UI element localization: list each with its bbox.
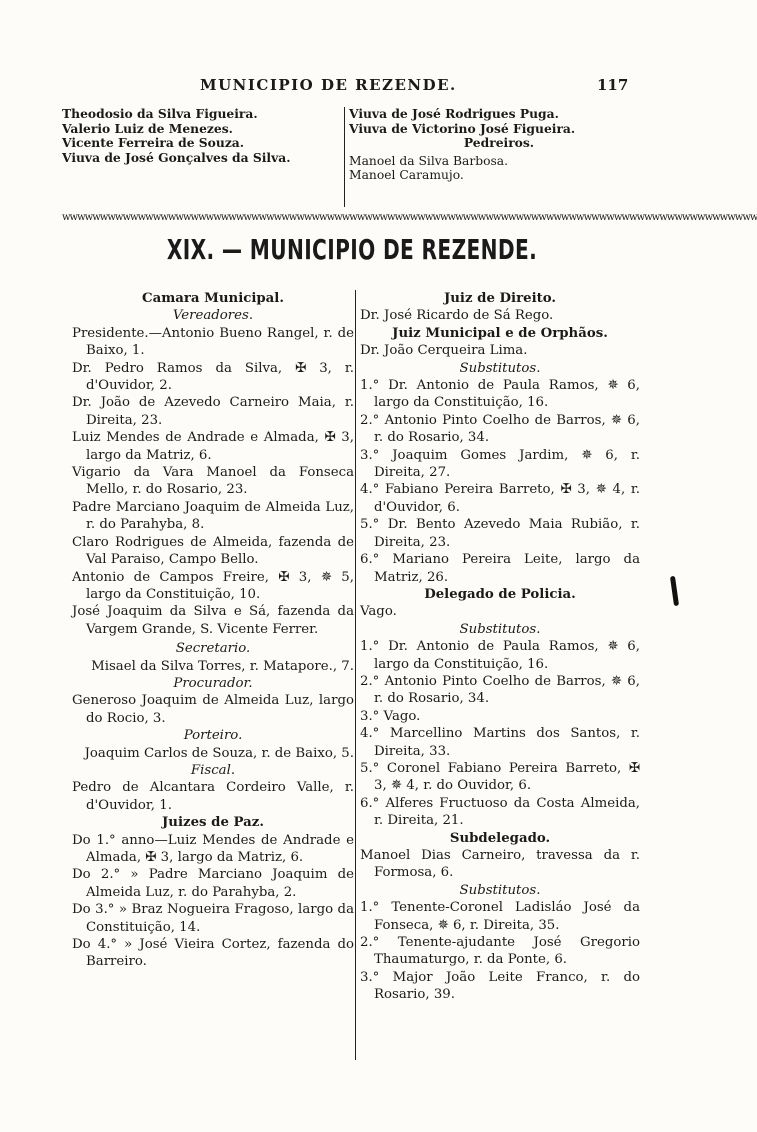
porteiro-heading: Porteiro. bbox=[183, 728, 243, 744]
margin-mark bbox=[670, 576, 679, 606]
vereador-entry: Antonio de Campos Freire, ✠ 3, ✵ 5, largo da Constituição, 10. bbox=[72, 569, 354, 602]
page-header bbox=[0, 76, 704, 98]
procurador-entry: Generoso Joaquim de Almeida Luz, largo do Rocio, 3. bbox=[72, 693, 354, 726]
vereador-entry: Dr. Pedro Ramos da Silva, ✠ 3, r. d'Ouvidor, 2. bbox=[72, 360, 354, 394]
continued-list-right bbox=[344, 107, 649, 207]
right-column bbox=[355, 290, 640, 1060]
list-item: Viuva de Victorino José Figueira. bbox=[349, 120, 576, 136]
subdelegado-substituto-entry: 2.° Tenente-ajudante José Gregorio Thaumaturgo, r. da Ponte, 6. bbox=[360, 935, 640, 968]
fiscal-entry: Pedro de Alcantara Cordeiro Valle, r. d'Ouvidor, 1. bbox=[72, 780, 354, 813]
juizes-paz-heading: Juizes de Paz. bbox=[162, 815, 264, 831]
section-title: XIX. — MUNICIPIO DE REZENDE. bbox=[166, 233, 538, 266]
camara-heading: Camara Municipal. bbox=[142, 291, 284, 306]
vereador-entry: Dr. João de Azevedo Carneiro Maia, r. Direita, 23. bbox=[72, 395, 354, 428]
fiscal-heading: Fiscal. bbox=[190, 762, 236, 778]
vereador-entry: José Joaquim da Silva e Sá, fazenda da Vargem Grande, S. Vicente Ferrer. bbox=[72, 604, 354, 637]
juiz-paz-entry: Do 2.° » Padre Marciano Joaquim de Almeida Luz, r. do Parahyba, 2. bbox=[72, 867, 354, 900]
substituto-entry: 3.° Joaquim Gomes Jardim, ✵ 6, r. Direita, 27. bbox=[360, 447, 640, 481]
juiz-paz-entry: Do 1.° anno—Luiz Mendes de Andrade e Almada, ✠ 3, largo da Matriz, 6. bbox=[72, 832, 354, 865]
delegado-substituto-entry: 5.° Coronel Fabiano Pereira Barreto, ✠ 3, ✵ 4, r. do Ouvidor, 6. bbox=[360, 760, 640, 794]
delegado-entry: Vago. bbox=[360, 604, 397, 620]
delegado-substitutos-heading: Substitutos. bbox=[459, 621, 541, 637]
substituto-entry: 2.° Antonio Pinto Coelho de Barros, ✵ 6, r. do Rosario, 34. bbox=[360, 412, 640, 446]
juiz-municipal-heading: Juiz Municipal e de Orphãos. bbox=[392, 325, 608, 341]
list-item: Viuva de José Rodrigues Puga. bbox=[349, 106, 559, 121]
substituto-entry: 4.° Fabiano Pereira Barreto, ✠ 3, ✵ 4, r. d'Ouvidor, 6. bbox=[360, 482, 640, 515]
delegado-substituto-entry: 2.° Antonio Pinto Coelho de Barros, ✵ 6, r. do Rosario, 34. bbox=[360, 673, 640, 707]
porteiro-entry: Joaquim Carlos de Souza, r. de Baixo, 5. bbox=[84, 745, 354, 761]
juiz-direito-heading: Juiz de Direito. bbox=[443, 291, 557, 306]
vereador-entry: Presidente.—Antonio Bueno Rangel, r. de Baixo, 1. bbox=[72, 325, 354, 359]
vereador-entry: Claro Rodrigues de Almeida, fazenda de Val Paraiso, Campo Bello. bbox=[72, 534, 354, 568]
running-title: MUNICIPIO DE REZENDE. bbox=[200, 76, 457, 94]
delegado-heading: Delegado de Policia. bbox=[424, 586, 576, 602]
vereadores-heading: Vereadores. bbox=[172, 308, 254, 324]
substitutos-heading: Substitutos. bbox=[459, 360, 541, 376]
vereador-entry: Vigario da Vara Manoel da Fonseca Mello, r. do Rosario, 23. bbox=[72, 465, 354, 498]
juiz-paz-entry: Do 3.° » Braz Nogueira Fragoso, largo da Constituição, 14. bbox=[72, 902, 354, 935]
juiz-municipal-entry: Dr. João Cerqueira Lima. bbox=[360, 343, 528, 359]
substituto-entry: 5.° Dr. Bento Azevedo Maia Rubião, r. Direita, 23. bbox=[360, 517, 640, 550]
list-item: Viuva de José Gonçalves da Silva. bbox=[62, 149, 291, 165]
secretario-entry: Misael da Silva Torres, r. Matapore., 7. bbox=[91, 658, 354, 674]
juiz-paz-entry: Do 4.° » José Vieira Cortez, fazenda do Barreiro. bbox=[72, 937, 354, 970]
subdelegado-entry: Manoel Dias Carneiro, travessa da r. Formosa, 6. bbox=[360, 848, 640, 881]
list-item: Theodosio da Silva Figueira. bbox=[62, 106, 258, 121]
vereador-entry: Padre Marciano Joaquim de Almeida Luz, r. do Parahyba, 8. bbox=[72, 499, 354, 533]
wavy-divider: wwwwwwwwwwwwwwwwwwwwwwwwwwwwwwwwwwwwwwwwwwwwwwwwwwwwwwwwwwwwwwwwwwwwwwwwwwwwwwwwwwwwwwwwwwww bbox=[62, 212, 757, 223]
substituto-entry: 1.° Dr. Antonio de Paula Ramos, ✵ 6, largo da Constituição, 16. bbox=[360, 378, 640, 411]
page-number: 117 bbox=[597, 76, 629, 94]
delegado-substituto-entry: 3.° Vago. bbox=[360, 708, 421, 724]
continued-list-left bbox=[62, 107, 342, 165]
subdelegado-substitutos-heading: Substitutos. bbox=[459, 882, 541, 898]
subdelegado-substituto-entry: 1.° Tenente-Coronel Ladisláo José da Fonseca, ✵ 6, r. Direita, 35. bbox=[360, 900, 640, 933]
delegado-substituto-entry: 4.° Marcellino Martins dos Santos, r. Direita, 33. bbox=[360, 726, 640, 759]
pedreiros-heading: Pedreiros. bbox=[463, 135, 535, 150]
list-item: Vicente Ferreira de Souza. bbox=[62, 135, 245, 150]
substituto-entry: 6.° Mariano Pereira Leite, largo da Matriz, 26. bbox=[360, 552, 640, 585]
left-column bbox=[72, 290, 354, 971]
delegado-substituto-entry: 1.° Dr. Antonio de Paula Ramos, ✵ 6, largo da Constituição, 16. bbox=[360, 639, 640, 672]
vereador-entry: Luiz Mendes de Andrade e Almada, ✠ 3, largo da Matriz, 6. bbox=[72, 430, 354, 463]
subdelegado-heading: Subdelegado. bbox=[449, 830, 551, 846]
list-item: Manoel Caramujo. bbox=[349, 168, 464, 182]
list-item: Manoel da Silva Barbosa. bbox=[349, 153, 509, 168]
subdelegado-substituto-entry: 3.° Major João Leite Franco, r. do Rosario, 39. bbox=[360, 969, 640, 1003]
secretario-heading: Secretario. bbox=[175, 641, 251, 657]
list-item: Valerio Luiz de Menezes. bbox=[62, 120, 233, 136]
procurador-heading: Procurador. bbox=[173, 675, 253, 691]
delegado-substituto-entry: 6.° Alferes Fructuoso da Costa Almeida, r. Direita, 21. bbox=[360, 795, 640, 829]
juiz-direito-entry: Dr. José Ricardo de Sá Rego. bbox=[360, 308, 554, 324]
